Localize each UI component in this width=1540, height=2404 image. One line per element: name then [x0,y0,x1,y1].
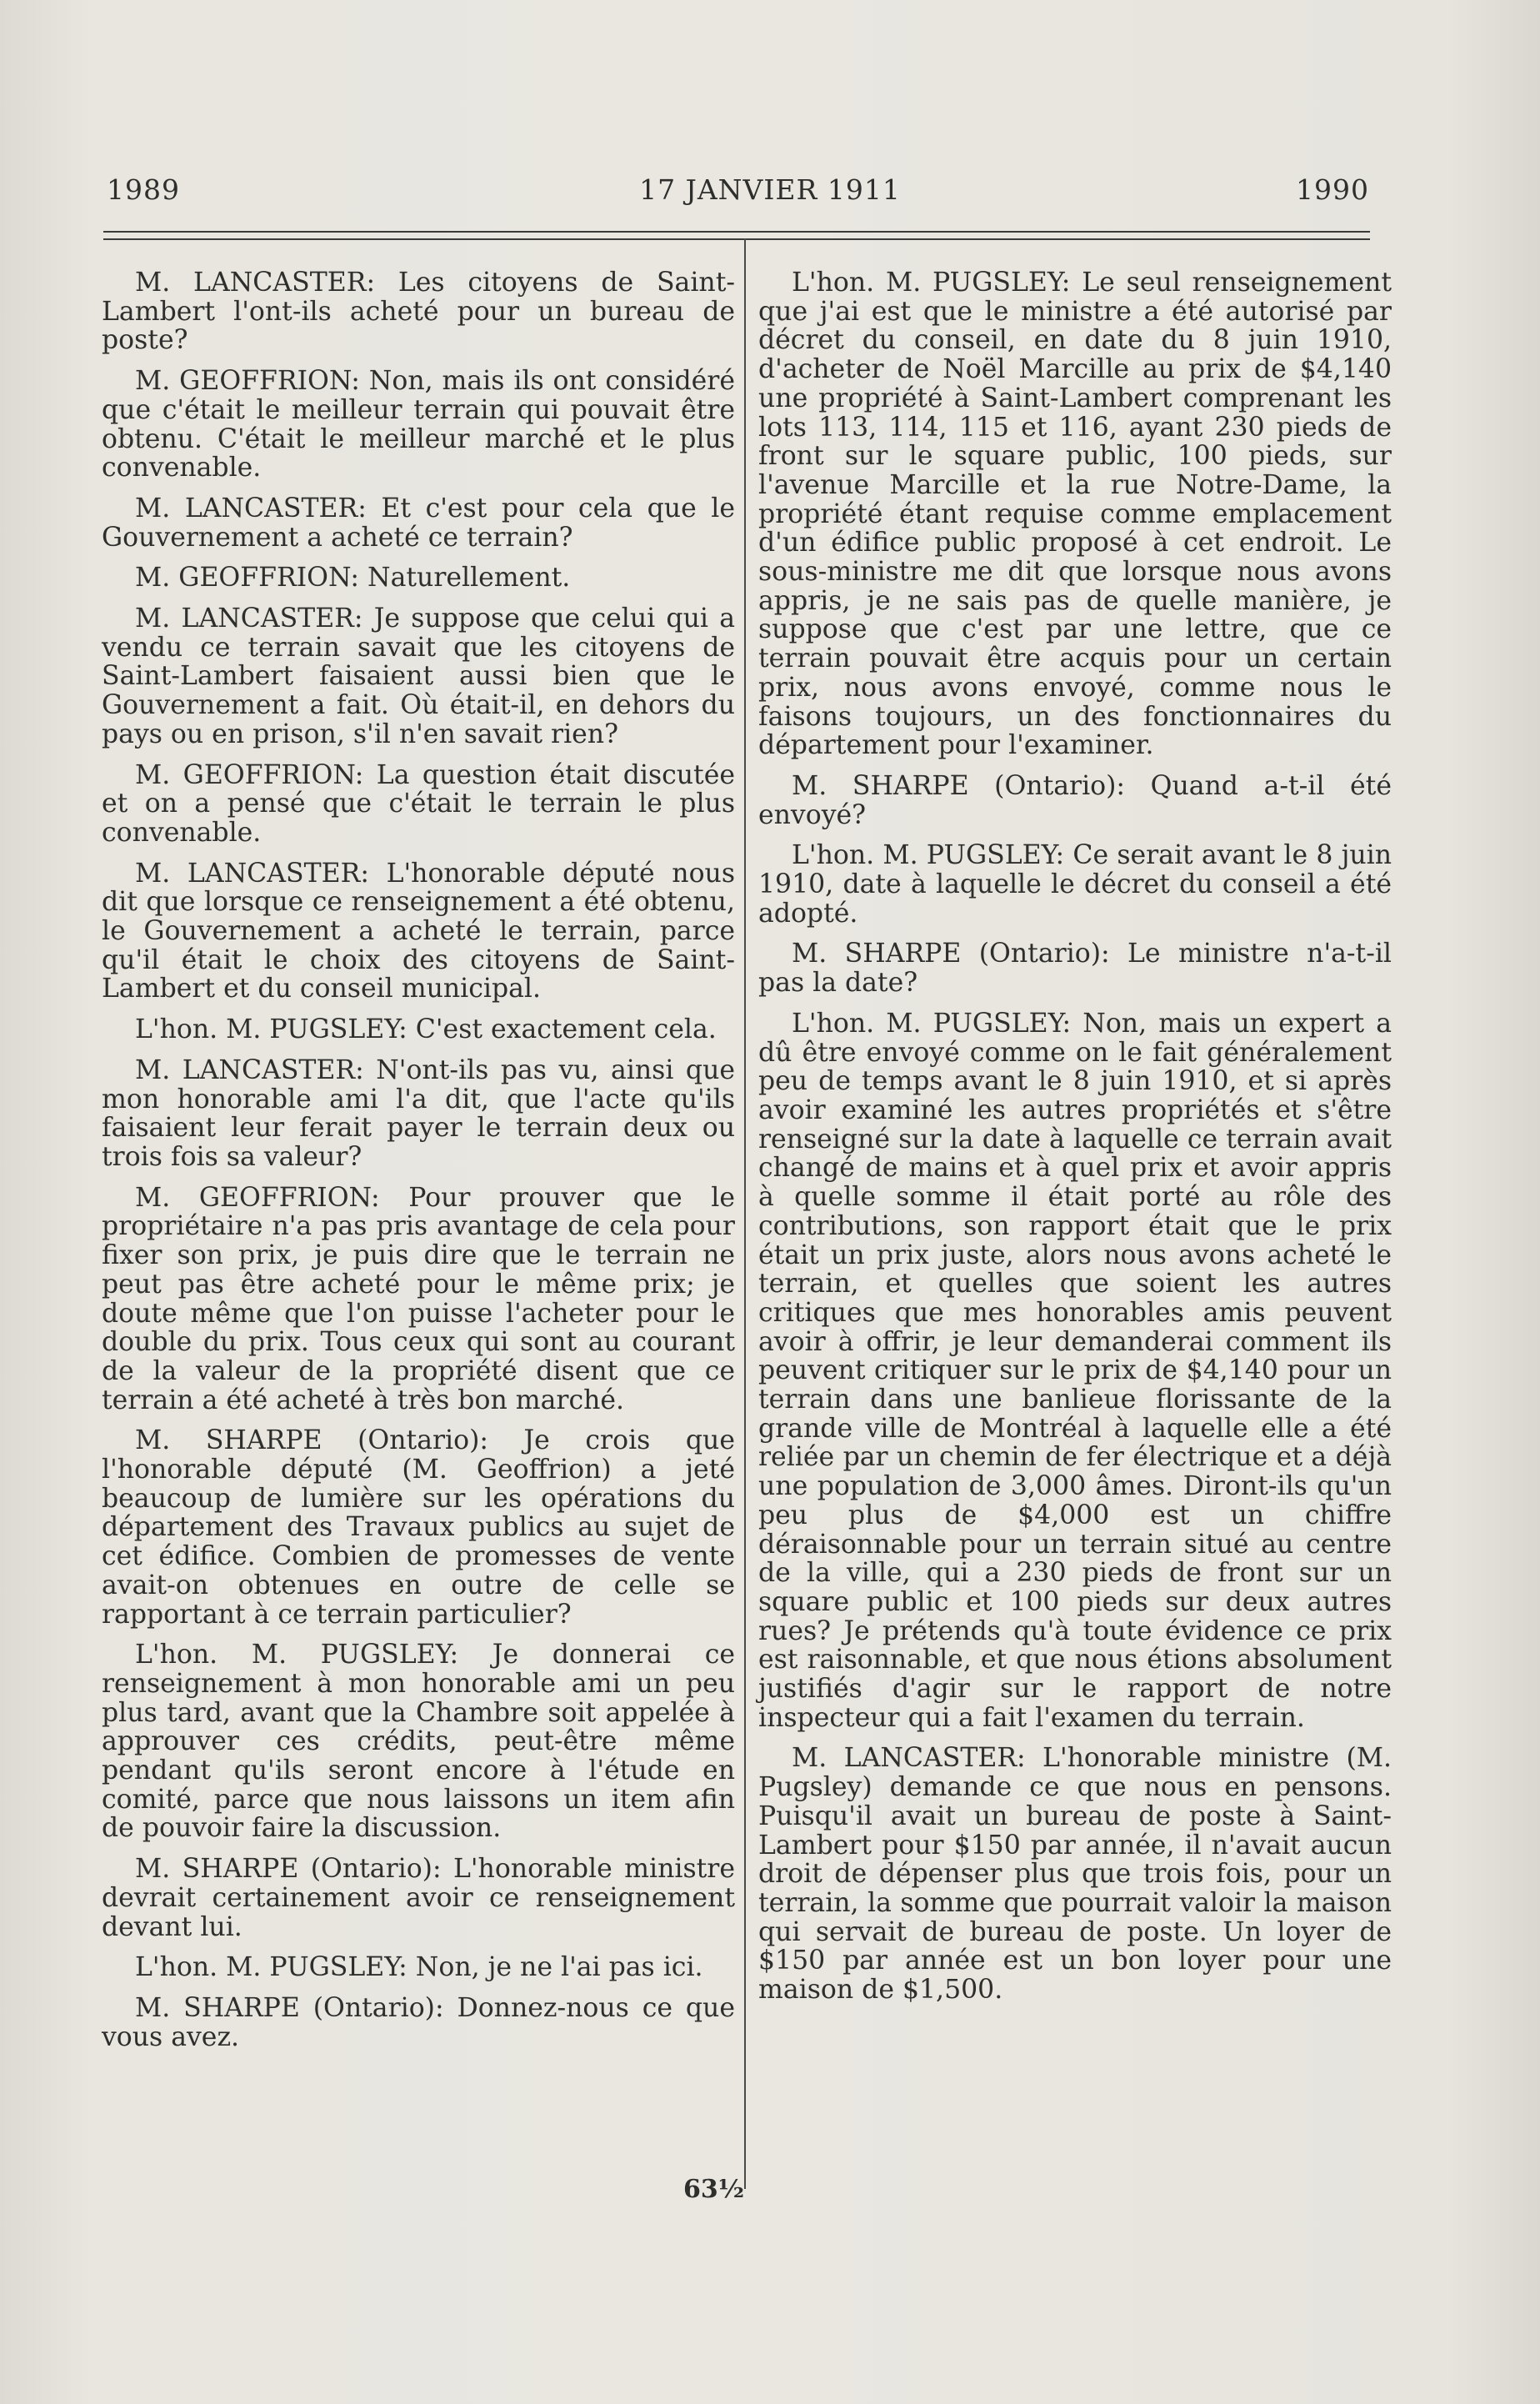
signature-mark: 63½ [683,2175,745,2204]
page-header [0,167,1540,217]
header-rule-bottom [103,238,1370,240]
paragraph: M. SHARPE (Ontario): Je crois que l'honorable député (M. Geoffrion) a jeté beaucoup de lumière sur les opérations du département des Travaux publics au sujet de cet édifice. Combien de promesses de vente avait-on obtenues en outre de celle se rapportant à ce terrain particulier? [102,1425,735,1630]
paragraph: L'hon. M. PUGSLEY: Je donnerai ce renseignement à mon honorable ami un peu plus tard, avant que la Chambre soit appelée à approuver ces crédits, peut-être même pendant qu'ils seront encore à l'étude en comité, parce que nous laissons un item afin de pouvoir faire la discussion. [102,1640,735,1844]
paragraph: M. LANCASTER: Et c'est pour cela que le Gouvernement a acheté ce terrain? [102,493,735,553]
page-number-left: 1989 [107,173,180,206]
paragraph: M. LANCASTER: L'honorable ministre (M. Pugsley) demande ce que nous en pensons. Puisqu'il avait un bureau de poste à Saint-Lambert pour $150 par année, il n'avait aucun droit de dépenser plus que trois fois, pour un terrain, la somme que pourrait valoir la maison qui servait de bureau de poste. Un loyer de $150 par année est un bon loyer pour une maison de $1,500. [758,1743,1392,2006]
paragraph: L'hon. M. PUGSLEY: C'est exactement cela. [135,1014,717,1045]
paragraph: M. LANCASTER: L'honorable député nous dit que lorsque ce renseignement a été obtenu, le Gouvernement a acheté le terrain, parce qu'il était le choix des citoyens de Saint-Lambert et du conseil municipal. [102,858,735,1004]
paragraph: L'hon. M. PUGSLEY: Ce serait avant le 8 juin 1910, date à laquelle le décret du conseil a été adopté. [758,840,1392,929]
paragraph: M. GEOFFRION: Naturellement. [135,563,571,593]
paragraph: L'hon. M. PUGSLEY: Le seul renseignement que j'ai est que le ministre a été autorisé par décret du conseil, en date du 8 juin 1910, d'acheter de Noël Marcille au prix de $4,140 une propriété à Saint-Lambert comprenant les lots 113, 114, 115 et 116, ayant 230 pieds de front sur le square public, 100 pieds, sur l'avenue Marcille et la rue Notre-Dame, la propriété étant requise comme emplacement d'un édifice public proposé à cet endroit. Le sous-ministre me dit que lorsque nous avons appris, je ne sais pas de quelle manière, je suppose que c'est par une lettre, que ce terrain pouvait être acquis pour un certain prix, nous avons envoyé, comme nous le faisons toujours, un des fonctionnaires du département pour l'examiner. [758,268,1392,761]
paragraph: M. GEOFFRION: Pour prouver que le propriétaire n'a pas pris avantage de cela pour fixer son prix, je puis dire que le terrain ne peut pas être acheté pour le même prix; je doute même que l'on puisse l'acheter pour le double du prix. Tous ceux qui sont au courant de la valeur de la propriété disent que ce terrain a été acheté à très bon marché. [102,1182,735,1415]
left-column [102,268,735,2063]
paragraph: L'hon. M. PUGSLEY: Non, mais un expert a dû être envoyé comme on le fait généralement peu de temps avant le 8 juin 1910, et si après avoir examiné les autres propriétés et s'être renseigné sur la date à laquelle ce terrain avait changé de mains et à quel prix et avoir appris à quelle somme il était porté au rôle des contributions, son rapport était que le prix était un prix juste, alors nous avons acheté le terrain, et quelles que soient les autres critiques que mes honorables amis peuvent avoir à offrir, je leur demanderai comment ils peuvent critiquer sur le prix de $4,140 pour un terrain dans une banlieue florissante de la grande ville de Montréal à laquelle elle a été reliée par un chemin de fer électrique et a déjà une population de 3,000 âmes. Diront-ils qu'un peu plus de $4,000 est un chiffre déraisonnable pour un terrain situé au centre de la ville, qui a 230 pieds de front sur un square public et 100 pieds sur deux autres rues? Je prétends qu'à toute évidence ce prix est raisonnable, et que nous étions absolument justifiés d'agir sur le rapport de notre inspecteur qui a fait l'examen du terrain. [758,1008,1392,1733]
header-rule-top [103,231,1370,233]
page-number-right: 1990 [1296,173,1369,206]
paragraph: M. SHARPE (Ontario): L'honorable ministre devrait certainement avoir ce renseignement devant lui. [102,1854,735,1942]
paragraph: M. LANCASTER: Les citoyens de Saint-Lambert l'ont-ils acheté pour un bureau de poste? [102,268,735,356]
paragraph: M. SHARPE (Ontario): Le ministre n'a-t-il pas la date? [758,939,1392,999]
header-date: 17 JANVIER 1911 [639,173,901,206]
paragraph: M. LANCASTER: N'ont-ils pas vu, ainsi que mon honorable ami l'a dit, que l'acte qu'ils faisaient leur ferait payer le terrain deux ou trois fois sa valeur? [102,1054,735,1172]
paragraph: M. SHARPE (Ontario): Quand a-t-il été envoyé? [758,770,1392,830]
column-divider [744,238,746,2189]
paragraph: M. GEOFFRION: La question était discutée et on a pensé que c'était le terrain le plus convenable. [102,759,735,848]
paragraph: M. LANCASTER: Je suppose que celui qui a vendu ce terrain savait que les citoyens de Saint-Lambert faisaient aussi bien que le Gouvernement a fait. Où était-il, en dehors du pays ou en prison, s'il n'en savait rien? [102,604,735,749]
paragraph: L'hon. M. PUGSLEY: Non, je ne l'ai pas ici. [135,1952,703,1983]
right-column [758,268,1392,2016]
paragraph: M. GEOFFRION: Non, mais ils ont considéré que c'était le meilleur terrain qui pouvait être obtenu. C'était le meilleur marché et le plus convenable. [102,366,735,483]
paragraph: M. SHARPE (Ontario): Donnez-nous ce que vous avez. [102,1992,735,2052]
